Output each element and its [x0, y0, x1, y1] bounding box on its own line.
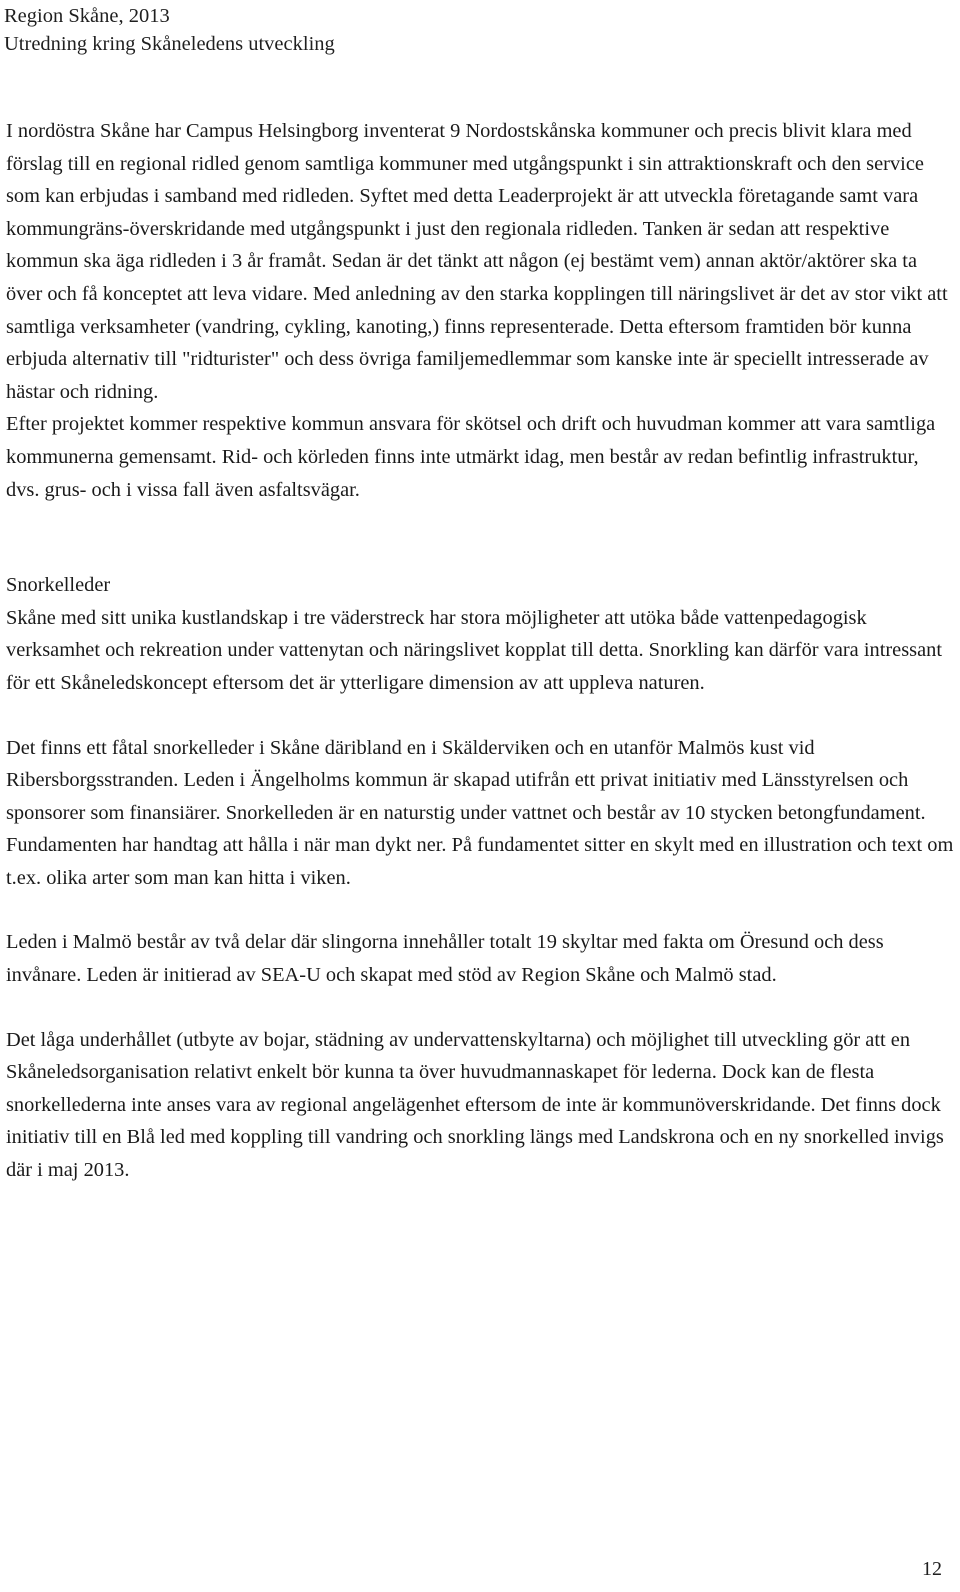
section-heading-snorkelleder: Snorkelleder [6, 574, 111, 597]
paragraph-snorkel-intro: Skåne med sitt unika kustlandskap i tre väderstreck har stora möjligheter att utöka både vattenpedagogisk verksamhet och rekreation under vattenytan och näringslivet kopplat till detta. Snorkling kan därför vara intressant för ett Skåneledskoncept eftersom det är ytterligare dimension av att uppleva naturen. [6, 606, 942, 694]
header-document-title: Utredning kring Skåneledens utveckling [4, 33, 335, 55]
paragraph-snorkel-malmo: Leden i Malmö består av två delar där slingorna innehåller totalt 19 skyltar med fakta om Öresund och dess invånare. Leden är initierad av SEA-U och skapat med stöd av Region Skåne och Malmö stad. [6, 931, 884, 987]
document-body [6, 115, 956, 1187]
paragraph-snorkel-maintenance: Det låga underhållet (utbyte av bojar, städning av undervattenskyltarna) och möjlighet till utveckling gör att en Skåneledsorganisation relativt enkelt bör kunna ta över huvudmannaskapet för lederna. Dock kan de flesta snorkellederna inte anses vara av regional angelägenhet eftersom de inte är kommunöverskridande. Det finns dock initiativ till en Blå led med koppling till vandring och snorkling längs med Landskrona och en ny snorkelled invigs där i maj 2013. [6, 1028, 944, 1182]
paragraph-spacer [6, 700, 956, 732]
paragraph-ridled-management: Efter projektet kommer respektive kommun ansvara för skötsel och drift och huvudman kommer att vara samtliga kommunerna gemensamt. Rid- och körleden finns inte utmärkt idag, men består av redan befintlig infrastruktur, dvs. grus- och i vissa fall även asfaltsvägar. [6, 413, 936, 501]
paragraph-ridled-inventory: I nordöstra Skåne har Campus Helsingborg inventerat 9 Nordostskånska kommuner och precis blivit klara med förslag till en regional ridled genom samtliga kommuner med utgångspunkt i sin attraktionskraft och den service som kan erbjudas i samband med ridleden. Syftet med detta Leaderprojekt är att utveckla företagande samt vara kommungräns-överskridande med utgångspunkt i just den regionala ridleden. Tanken är sedan att respektive kommun ska äga ridleden i 3 år framåt. Sedan är det tänkt att någon (ej bestämt vem) annan aktör/aktörer ska ta över och få konceptet att leva vidare. Med anledning av den starka kopplingen till näringslivet är det av stor vikt att samtliga verksamheter (vandring, cykling, kanoting,) finns representerade. Detta eftersom framtiden bör kunna erbjuda alternativ till "ridturister" och dess övriga familjemedlemmar som kanske inte är speciellt intresserade av hästar och ridning. [6, 120, 948, 403]
section-spacer [6, 506, 956, 569]
paragraph-snorkel-existing: Det finns ett fåtal snorkelleder i Skåne däribland en i Skälderviken och en utanför Malmös kust vid Ribersborgsstranden. Leden i Ängelholms kommun är skapad utifrån ett privat initiativ med Länsstyrelsen och sponsorer som finansiärer. Snorkelleden är en naturstig under vattnet och består av 10 stycken betongfundament. Fundamenten har handtag att hålla i när man dykt ner. På fundamentet sitter en skylt med en illustration och text om t.ex. olika arter som man kan hitta i viken. [6, 736, 954, 889]
paragraph-spacer [6, 992, 956, 1024]
header-organization: Region Skåne, 2013 [4, 5, 170, 27]
paragraph-spacer [6, 894, 956, 926]
page-header [4, 2, 335, 58]
page-number: 12 [922, 1558, 942, 1580]
